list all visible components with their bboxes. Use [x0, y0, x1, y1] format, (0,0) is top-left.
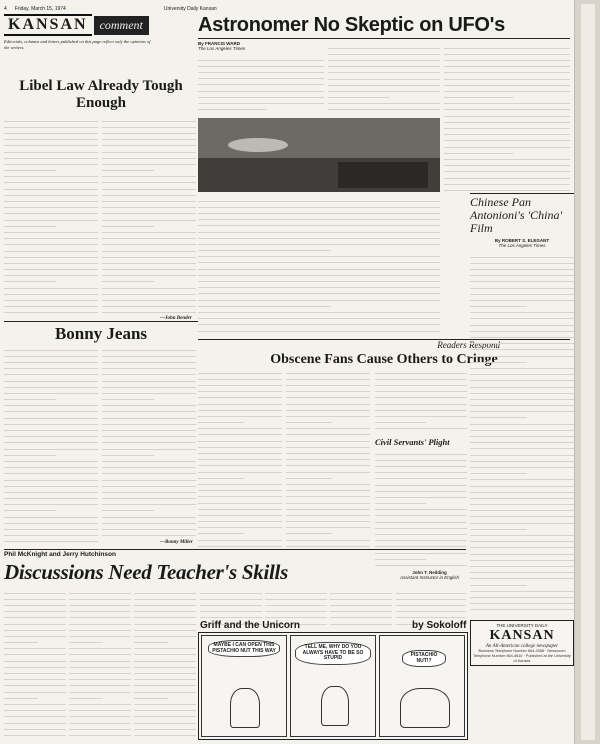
divider: [470, 193, 574, 194]
comment-masthead: [4, 14, 194, 51]
headline-editorial: Libel Law Already Tough Enough: [19, 78, 183, 111]
readers-respond-label: Readers Respond: [198, 339, 570, 350]
ufo-text-col2: [328, 43, 440, 115]
chinese-byline: [470, 238, 574, 248]
divider: [4, 321, 198, 322]
staff-box: [470, 620, 574, 666]
comic-byline: by Sokoloff: [412, 620, 467, 631]
comic-panel-2: [290, 635, 376, 737]
discuss-col6: [330, 588, 392, 628]
chinese-byline-service: The Los Angeles Times: [498, 243, 546, 248]
editorial-col1: [4, 116, 98, 320]
discuss-col2: [69, 588, 131, 740]
discuss-col1: [4, 588, 66, 740]
comic-bubble-2: TELL ME, WHY DO YOU ALWAYS HAVE TO BE SO STUPID: [295, 642, 371, 665]
bonny-col1: [4, 345, 98, 545]
comic-strip: [198, 632, 468, 740]
chinese-byline-name: By ROBERT S. ELEGANT: [494, 238, 550, 243]
folio: [4, 6, 254, 12]
ufo-text-lower: [198, 196, 440, 334]
ufo-text-col1: [198, 55, 324, 115]
civil-role: Assistant Instructor in English: [400, 575, 460, 580]
masthead-section: comment: [94, 16, 149, 35]
ufo-byline-service: The Los Angeles Times: [198, 46, 246, 51]
comic-title: Griff and the Unicorn: [200, 620, 300, 631]
ufo-photo: [198, 118, 440, 192]
headline-discussions: Discussions Need Teacher's Skills: [4, 560, 288, 584]
comic-bubble-1: MAYBE I CAN OPEN THIS PISTACHIO NUT THIS WAY: [208, 640, 280, 657]
comic-panel-1: [201, 635, 287, 737]
comic-bubble-3: PISTACHIO NUT!?: [402, 650, 446, 667]
chinese-text: [470, 252, 574, 612]
obscene-col2: [286, 368, 370, 548]
civil-text: [375, 449, 467, 569]
bonny-signature: —Bonny Miller: [160, 540, 193, 545]
staff-box-tagline: An All-American college newspaper: [485, 644, 559, 649]
ufo-text-col3: [444, 43, 570, 193]
headline-chinese: Chinese Pan Antonioni's 'China' Film: [470, 195, 563, 235]
divider: [4, 549, 466, 550]
obscene-col1: [198, 368, 282, 548]
divider: [198, 38, 570, 39]
headline-bonny: Bonny Jeans: [54, 324, 148, 343]
masthead-name: KANSAN: [4, 14, 92, 36]
paper-name: University Daily Kansan: [163, 6, 217, 12]
staff-box-top: THE UNIVERSITY DAILY: [496, 623, 548, 628]
civil-signature: John T. Neilding: [412, 570, 447, 575]
staff-box-details: Business Telephone Number 864-4358 · Newsroom Telephone Number 864-4810 · Published at the University of Kansas: [473, 649, 571, 663]
bonny-col2: [102, 345, 196, 541]
discuss-col3: [134, 588, 196, 740]
issue-date: Friday, March 15, 1974: [14, 6, 66, 12]
headline-civil: Civil Servants' Plight: [375, 437, 450, 447]
obscene-col3: [375, 368, 467, 434]
ufo-byline: [198, 41, 318, 51]
comic-panel-3: [379, 635, 465, 737]
editorial-signature: —John Bender: [160, 316, 192, 321]
authors-line: Phil McKnight and Jerry Hutchinson: [4, 551, 116, 558]
editorial-col2: [102, 116, 196, 316]
ufo-byline-name: By FRANCIS WARD: [198, 41, 241, 46]
facing-page-edge: [574, 0, 600, 744]
page-number: 4: [4, 6, 7, 12]
masthead-blurb: Editorials, columns and letters published on this page reflect only the opinions of the writers.: [4, 39, 151, 50]
staff-box-name: KANSAN: [489, 628, 555, 643]
headline-ufo: Astronomer No Skeptic on UFO's: [198, 14, 505, 36]
headline-obscene: Obscene Fans Cause Others to Cringe: [270, 352, 498, 367]
